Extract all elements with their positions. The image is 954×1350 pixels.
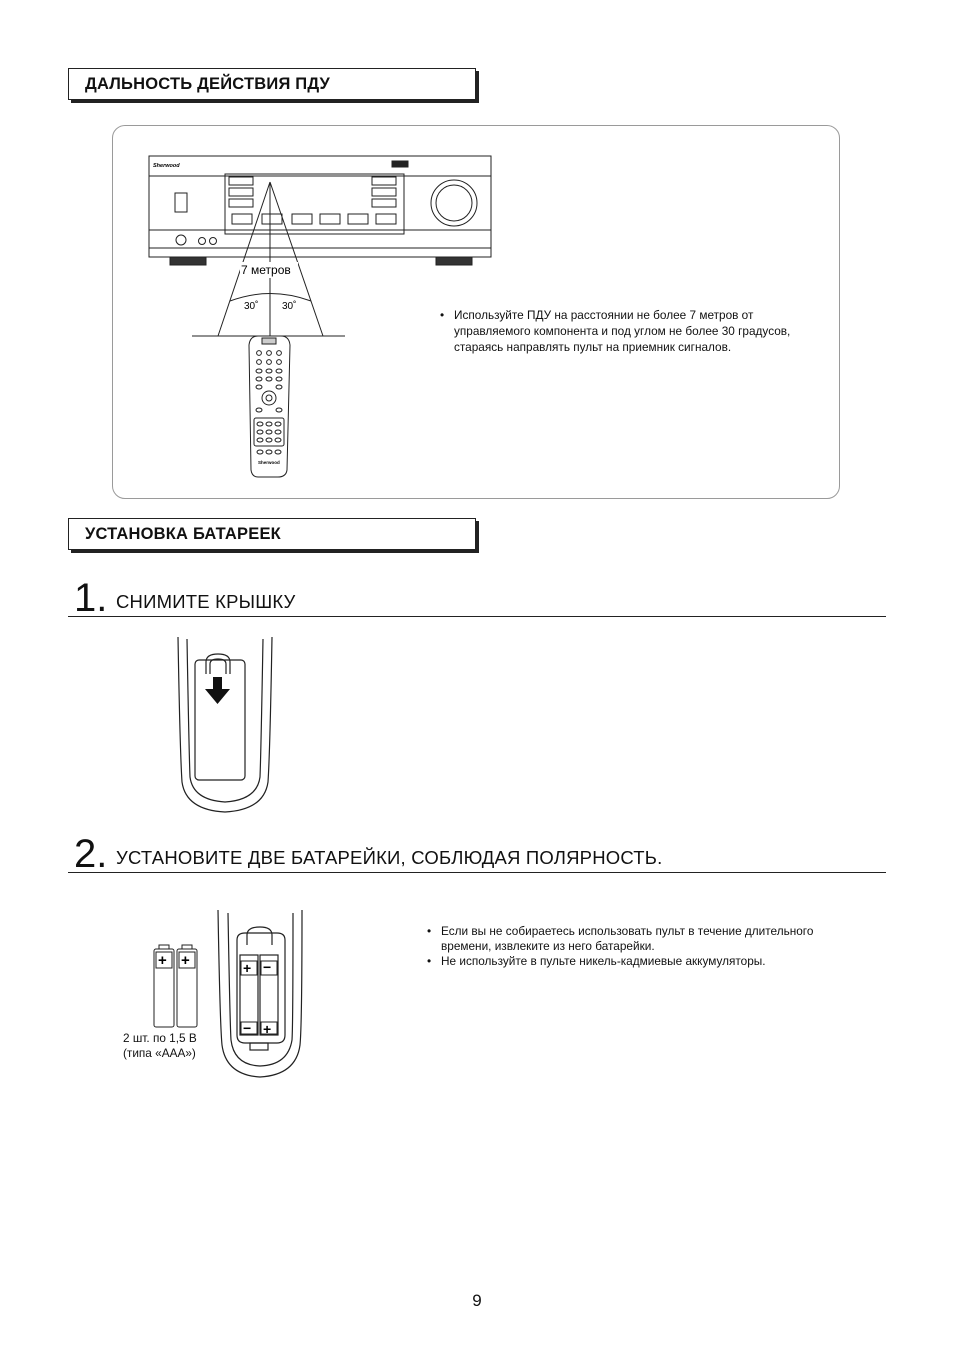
minus-icon: − — [263, 959, 272, 975]
remote-brand: Sherwood — [258, 460, 280, 465]
battery-note-item: • Если вы не собираетесь использовать пульт в течение длительного времени, извлеките из него батарейки. — [427, 924, 857, 954]
battery-notes — [427, 924, 857, 969]
range-note-item: • Используйте ПДУ на расстоянии не более 7 метров от управляемого компонента и под углом не более 30 градусов, стараясь направлять пульт на приемник сигналов. — [440, 307, 820, 355]
battery-caption-line: 2 шт. по 1,5 В — [123, 1031, 197, 1045]
step-1-heading — [68, 576, 886, 620]
battery-caption — [123, 1031, 197, 1061]
step-2-heading — [68, 832, 886, 876]
step-text: СНИМИТЕ КРЫШКУ — [116, 591, 296, 612]
plus-icon: + — [181, 952, 190, 969]
minus-icon: − — [243, 1020, 252, 1036]
section-header-batteries — [68, 518, 476, 550]
plus-icon: + — [243, 960, 252, 976]
step-text: УСТАНОВИТЕ ДВЕ БАТАРЕЙКИ, СОБЛЮДАЯ ПОЛЯРНОСТЬ. — [116, 847, 663, 868]
step-number: 1. — [74, 576, 108, 620]
angle-left-label: 30˚ — [244, 301, 259, 312]
plus-icon: + — [263, 1021, 272, 1037]
arrow-down-icon — [205, 677, 230, 704]
section-title: ДАЛЬНОСТЬ ДЕЙСТВИЯ ПДУ — [85, 75, 330, 93]
section-title: УСТАНОВКА БАТАРЕЕК — [85, 525, 281, 543]
plus-icon: + — [158, 952, 167, 969]
range-note — [440, 307, 820, 355]
page-number: 9 — [472, 1291, 482, 1310]
remote-battery-compartment — [218, 910, 302, 1077]
receiver-illustration — [149, 156, 491, 265]
remote-illustration — [249, 336, 290, 477]
distance-label: 7 метров — [241, 263, 291, 277]
battery-note-item: • Не используйте в пульте никель-кадмиевые аккумуляторы. — [427, 954, 857, 969]
step-number: 2. — [74, 832, 108, 876]
angle-right-label: 30˚ — [282, 301, 297, 312]
battery-caption-line: (типа «AAA») — [123, 1046, 196, 1060]
receiver-brand: Sherwood — [153, 163, 180, 169]
remove-cover-illustration — [170, 632, 280, 822]
